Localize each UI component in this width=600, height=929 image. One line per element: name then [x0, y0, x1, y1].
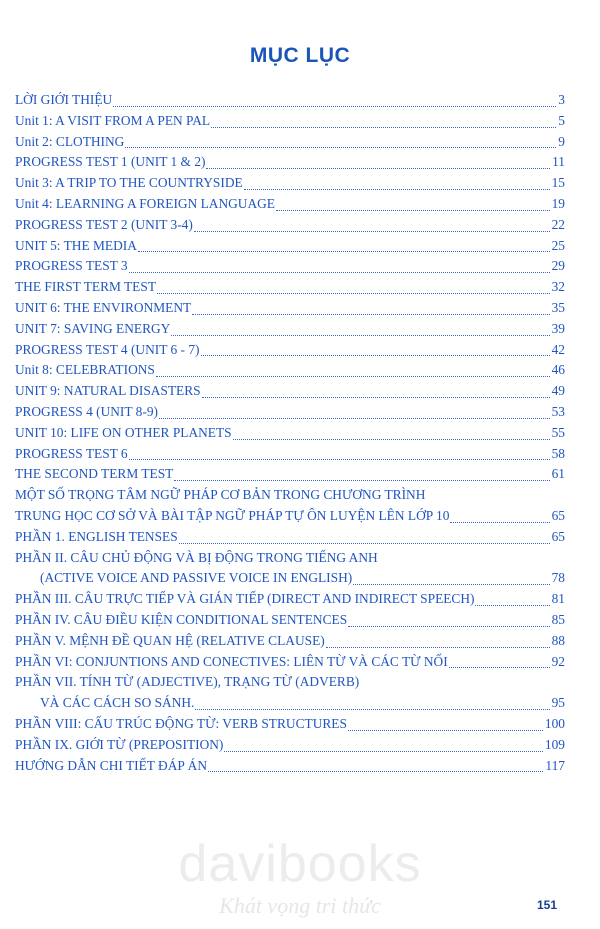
toc-entry-page: 117 [545, 757, 565, 773]
toc-entry [15, 652, 565, 673]
toc-entry-label: Unit 8: CELEBRATIONS [15, 362, 155, 378]
toc-entry [15, 256, 565, 277]
toc-entry [15, 693, 565, 714]
page-number: 151 [537, 898, 558, 912]
toc-entry-page: 19 [551, 195, 565, 211]
toc-entry-page: 25 [551, 237, 565, 253]
toc-entry-page: 5 [558, 112, 565, 128]
toc-entry [15, 215, 565, 236]
toc-entry [15, 319, 565, 340]
dot-leader [202, 397, 550, 398]
toc-entry-page: 22 [551, 216, 565, 232]
toc-entry-label: PHẦN VII. TÍNH TỪ (ADJECTIVE), TRẠNG TỪ (ADVERB) [15, 674, 360, 690]
dot-leader [129, 272, 550, 273]
dot-leader [156, 376, 550, 377]
table-of-contents [15, 90, 565, 776]
dot-leader [475, 605, 549, 606]
toc-entry-page: 61 [551, 466, 565, 482]
toc-entry [15, 714, 565, 735]
toc-entry-label: PHẦN VI: CONJUNTIONS AND CONECTIVES: LIÊN TỪ VÀ CÁC TỪ NỐI [15, 653, 448, 669]
dot-leader [244, 189, 550, 190]
dot-leader [233, 439, 550, 440]
toc-entry-page: 29 [551, 258, 565, 274]
toc-entry [15, 360, 565, 381]
dot-leader [159, 418, 550, 419]
toc-entry-label: PHẦN V. MỆNH ĐỀ QUAN HỆ (RELATIVE CLAUSE) [15, 632, 325, 648]
toc-entry [15, 340, 565, 361]
toc-entry-page: 100 [544, 715, 565, 731]
toc-entry-page: 85 [551, 611, 565, 627]
toc-entry-page: 49 [551, 383, 565, 399]
toc-entry-label: PHẦN VIII: CẤU TRÚC ĐỘNG TỪ: VERB STRUCTURES [15, 715, 347, 731]
toc-entry [15, 236, 565, 257]
toc-entry-label: PHẦN III. CÂU TRỰC TIẾP VÀ GIÁN TIẾP (DIRECT AND INDIRECT SPEECH) [15, 591, 475, 607]
dot-leader [171, 335, 549, 336]
publisher-watermark: davibooks [178, 835, 422, 893]
toc-entry [15, 298, 565, 319]
toc-entry-label: UNIT 6: THE ENVIRONMENT [15, 299, 192, 315]
toc-entry-page: 9 [558, 133, 565, 149]
toc-entry-label: TRUNG HỌC CƠ SỞ VÀ BÀI TẬP NGỮ PHÁP TỰ ÔN LUYỆN LÊN LỚP 10 [15, 507, 450, 523]
toc-entry [15, 756, 565, 777]
toc-entry-page: 11 [552, 154, 565, 170]
toc-entry-page: 42 [551, 341, 565, 357]
toc-entry-label: Unit 3: A TRIP TO THE COUNTRYSIDE [15, 175, 243, 191]
dot-leader [192, 314, 549, 315]
page-title: MỤC LỤC [249, 44, 351, 67]
dot-leader [449, 667, 550, 668]
toc-entry-label: PHẦN 1. ENGLISH TENSES [15, 528, 178, 544]
publisher-tagline: Khát vọng tri thức [219, 893, 381, 918]
toc-entry-label: UNIT 10: LIFE ON OTHER PLANETS [15, 424, 232, 440]
dot-leader [206, 168, 550, 169]
toc-entry-page: 55 [551, 424, 565, 440]
toc-entry-label: PHẦN IX. GIỚI TỪ (PREPOSITION) [15, 736, 224, 752]
dot-leader [113, 106, 556, 107]
toc-entry [15, 423, 565, 444]
toc-entry-label: PHẦN II. CÂU CHỦ ĐỘNG VÀ BỊ ĐỘNG TRONG TIẾNG ANH [15, 549, 378, 565]
toc-entry-label: UNIT 9: NATURAL DISASTERS [15, 383, 201, 399]
toc-entry-label: UNIT 5: THE MEDIA [15, 237, 137, 253]
toc-entry-label: Unit 2: CLOTHING [15, 133, 125, 149]
toc-entry-label: VÀ CÁC CÁCH SO SÁNH. [40, 695, 195, 711]
toc-entry-label: PHẦN IV. CÂU ĐIỀU KIỆN CONDITIONAL SENTENCES [15, 611, 348, 627]
toc-entry-page: 65 [551, 528, 565, 544]
toc-entry [15, 277, 565, 298]
toc-entry [15, 672, 565, 693]
toc-entry [15, 631, 565, 652]
toc-entry-page: 35 [551, 299, 565, 315]
toc-entry-label: (ACTIVE VOICE AND PASSIVE VOICE IN ENGLISH) [40, 570, 353, 586]
dot-leader [138, 251, 550, 252]
toc-entry-label: HƯỚNG DẪN CHI TIẾT ĐÁP ÁN [15, 757, 208, 773]
dot-leader [326, 647, 550, 648]
toc-entry-page: 81 [551, 591, 565, 607]
toc-entry-label: PROGRESS 4 (UNIT 8-9) [15, 403, 158, 419]
toc-entry-label: MỘT SỐ TRỌNG TÂM NGỮ PHÁP CƠ BẢN TRONG CHƯƠNG TRÌNH [15, 487, 426, 503]
toc-entry-page: 46 [551, 362, 565, 378]
dot-leader [194, 231, 550, 232]
toc-entry [15, 381, 565, 402]
dot-leader [348, 626, 549, 627]
toc-entry-label: THE SECOND TERM TEST [15, 466, 174, 482]
toc-entry-page: 32 [551, 279, 565, 295]
dot-leader [211, 127, 556, 128]
dot-leader [353, 584, 549, 585]
toc-entry-label: UNIT 7: SAVING ENERGY [15, 320, 171, 336]
dot-leader [179, 543, 550, 544]
toc-entry [15, 735, 565, 756]
dot-leader [174, 480, 549, 481]
toc-entry [15, 485, 565, 506]
dot-leader [208, 771, 543, 772]
toc-entry [15, 610, 565, 631]
toc-entry-page: 39 [551, 320, 565, 336]
toc-entry-page: 53 [551, 403, 565, 419]
toc-entry-page: 88 [551, 632, 565, 648]
toc-entry-page: 3 [558, 92, 565, 107]
toc-entry [15, 132, 565, 153]
toc-entry [15, 90, 565, 111]
toc-entry-page: 109 [544, 736, 565, 752]
toc-entry-label: PROGRESS TEST 1 (UNIT 1 & 2) [15, 154, 206, 170]
dot-leader [195, 709, 549, 710]
dot-leader [348, 730, 543, 731]
toc-entry [15, 548, 565, 569]
toc-entry-label: Unit 4: LEARNING A FOREIGN LANGUAGE [15, 195, 275, 211]
dot-leader [450, 522, 549, 523]
toc-entry-label: PROGRESS TEST 6 [15, 445, 128, 461]
toc-entry [15, 194, 565, 215]
toc-entry-page: 58 [551, 445, 565, 461]
toc-entry-label: PROGRESS TEST 2 (UNIT 3-4) [15, 216, 193, 232]
toc-entry-page: 92 [551, 653, 565, 669]
toc-entry [15, 568, 565, 589]
dot-leader [276, 210, 550, 211]
toc-entry [15, 173, 565, 194]
toc-entry-label: PROGRESS TEST 4 (UNIT 6 - 7) [15, 341, 200, 357]
dot-leader [157, 293, 550, 294]
dot-leader [224, 751, 543, 752]
toc-entry [15, 402, 565, 423]
toc-entry-page: 78 [551, 570, 565, 586]
toc-entry [15, 527, 565, 548]
toc-entry-page: 95 [551, 695, 565, 711]
toc-entry [15, 589, 565, 610]
toc-entry [15, 111, 565, 132]
dot-leader [125, 147, 556, 148]
toc-entry-label: THE FIRST TERM TEST [15, 279, 156, 295]
toc-entry-page: 65 [551, 507, 565, 523]
toc-entry-label: PROGRESS TEST 3 [15, 258, 128, 274]
dot-leader [201, 355, 550, 356]
toc-entry [15, 152, 565, 173]
toc-entry [15, 506, 565, 527]
dot-leader [129, 459, 550, 460]
toc-entry-page: 15 [551, 175, 565, 191]
toc-entry-label: LỜI GIỚI THIỆU [15, 92, 113, 107]
toc-entry-label: Unit 1: A VISIT FROM A PEN PAL [15, 112, 211, 128]
toc-entry [15, 444, 565, 465]
toc-entry [15, 464, 565, 485]
